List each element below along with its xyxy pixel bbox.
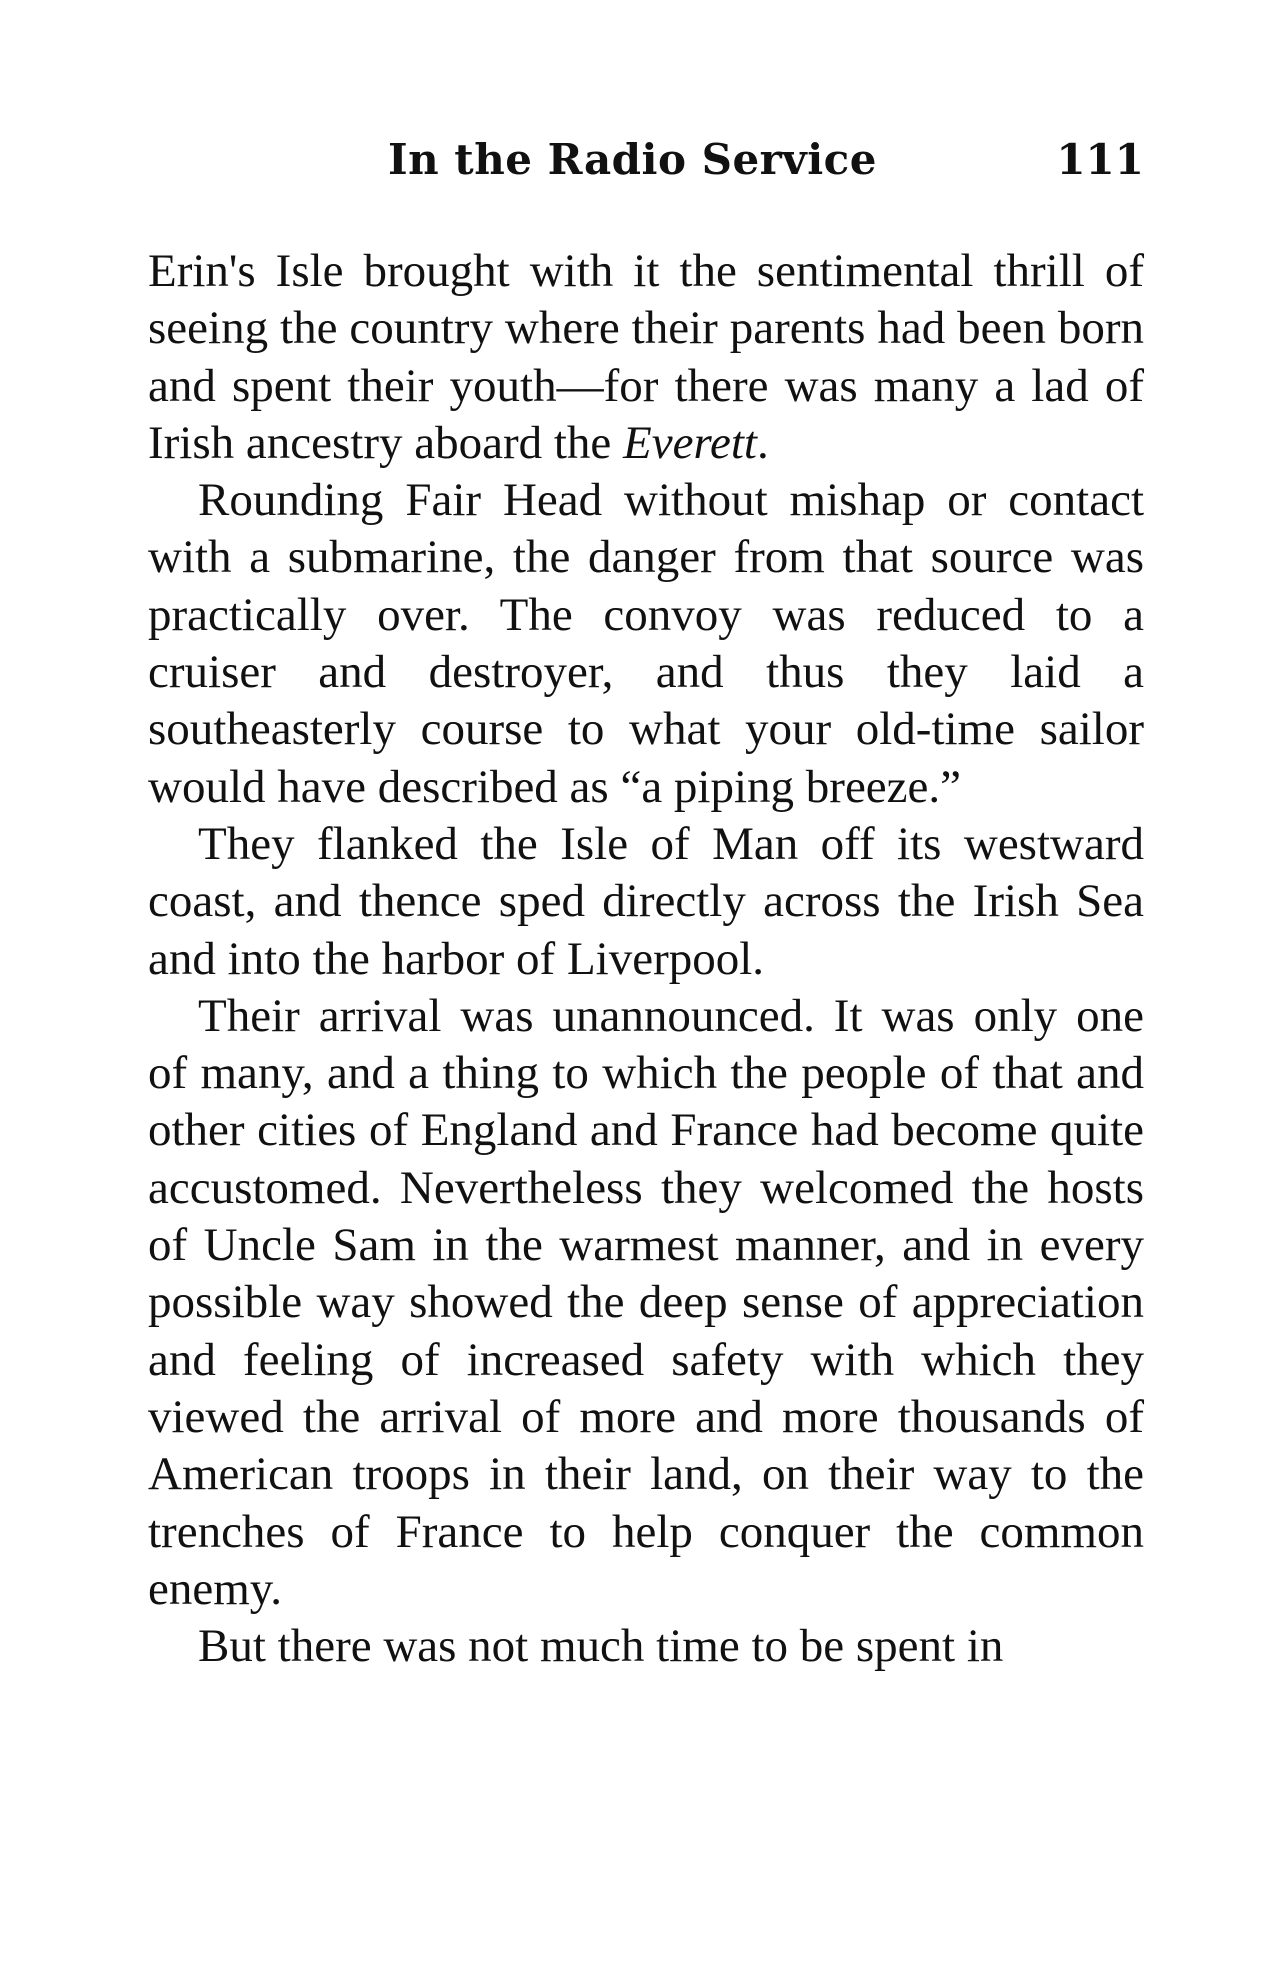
ship-name: Everett (623, 416, 757, 469)
paragraph-3: They flanked the Isle of Man off its westward coast, and thence sped directly across the Irish Sea and into the harbor of Liverpool. (148, 817, 1144, 985)
paragraph-1-end: . (757, 416, 769, 469)
paragraph-2: Rounding Fair Head without mishap or contact with a submarine, the danger from that source was practically over. The convoy was reduced to a cruiser and destroyer, and thus they laid a southeasterly course to what your old-time sailor would have described as “a piping breeze.” (148, 474, 1144, 813)
paragraph-1 (148, 243, 1144, 472)
page-number: 111 (1056, 135, 1144, 184)
body-text (148, 243, 1144, 1675)
running-head (148, 135, 1144, 195)
paragraph-4: Their arrival was unannounced. It was only one of many, and a thing to which the people of that and other cities of England and France had become quite accustomed. Nevertheless they welcomed the hosts of Uncle Sam in the warmest manner, and in every possible way showed the deep sense of appreciation and feeling of increased safety with which they viewed the arrival of more and more thousands of American troops in their land, on their way to the trenches of France to help conquer the common enemy. (148, 989, 1144, 1615)
chapter-title: In the Radio Service (388, 135, 877, 184)
paragraph-1-text: Erin's Isle brought with it the sentimental thrill of seeing the country where their parents had been born and spent their youth—for there was many a lad of Irish ancestry aboard the (148, 245, 1144, 469)
paragraph-5: But there was not much time to be spent in (198, 1620, 1004, 1673)
